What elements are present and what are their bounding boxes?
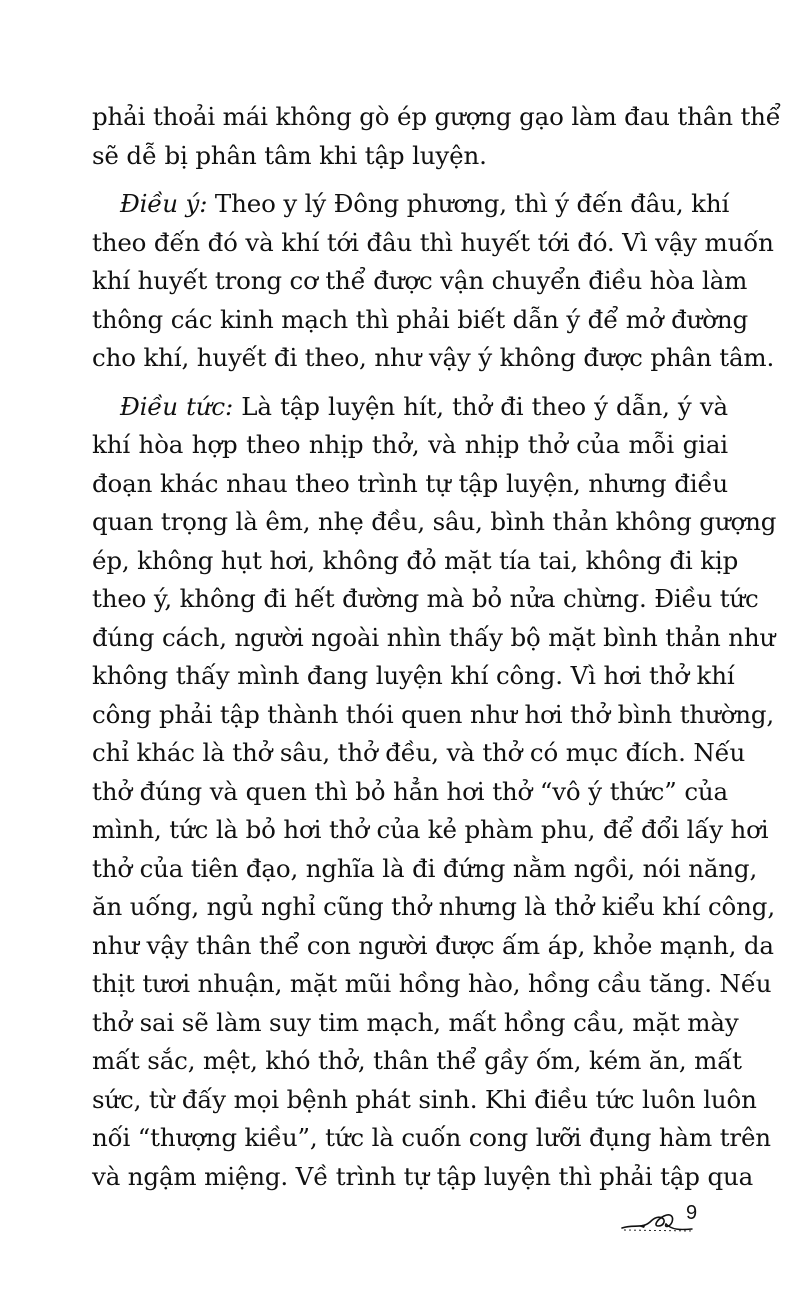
text-line: ăn uống, ngủ nghỉ cũng thở nhưng là thở kiểu khí công, (92, 892, 775, 921)
text-line: khí hòa hợp theo nhịp thở, và nhịp thở của mỗi giai (92, 430, 728, 459)
text-line: đoạn khác nhau theo trình tự tập luyện, nhưng điều (92, 468, 728, 498)
text-line: đúng cách, người ngoài nhìn thấy bộ mặt bình thản như (92, 622, 776, 652)
text-line: thở đúng và quen thì bỏ hẳn hơi thở “vô ý thức” của (92, 776, 728, 806)
page-footer (620, 1196, 740, 1246)
page-number: 9 (686, 1202, 698, 1224)
text-line: theo ý, không đi hết đường mà bỏ nửa chừng. Điều tức (92, 584, 759, 613)
text-line-lead (92, 388, 728, 427)
text-line: ép, không hụt hơi, không đỏ mặt tía tai, không đi kịp (92, 545, 739, 575)
text-line: thở sai sẽ làm suy tim mạch, mất hồng cầu, mặt mày (92, 1007, 739, 1037)
text-line-rest: Theo y lý Đông phương, thì ý đến đâu, khí (207, 189, 730, 218)
text-line: theo đến đó và khí tới đâu thì huyết tới đó. Vì vậy muốn (92, 227, 774, 257)
pen-flourish-icon (620, 1204, 694, 1234)
text-line: không thấy mình đang luyện khí công. Vì hơi thở khí (92, 661, 735, 690)
text-line: công phải tập thành thói quen như hơi thở bình thường, (92, 699, 775, 729)
text-line: chỉ khác là thở sâu, thở đều, và thở có mục đích. Nếu (92, 738, 746, 767)
text-line-rest: Là tập luyện hít, thở đi theo ý dẫn, ý và (233, 391, 728, 421)
paragraph-dieu-y (92, 185, 775, 378)
text-line-lead (92, 185, 728, 224)
text-line: phải thoải mái không gò ép gượng gạo làm đau thân thể (92, 102, 781, 131)
text-line: thở của tiên đạo, nghĩa là đi đứng nằm ngồi, nói năng, (92, 853, 758, 883)
paragraph-dieu-tuc (92, 388, 777, 1197)
text-line: thịt tươi nhuận, mặt mũi hồng hào, hồng cầu tăng. Nếu (92, 969, 772, 998)
paragraph-lead-term: Điều tức: (120, 391, 234, 421)
paragraph-lead-term: Điều ý: (120, 189, 208, 218)
text-line: quan trọng là êm, nhẹ đều, sâu, bình thản không gượng (92, 507, 777, 536)
paragraph-continuation (92, 98, 781, 175)
text-line: nối “thượng kiều”, tức là cuốn cong lưỡi đụng hàm trên (92, 1123, 771, 1152)
book-page-body (92, 98, 781, 1196)
text-line: thông các kinh mạch thì phải biết dẫn ý để mở đường (92, 304, 749, 334)
text-line: mình, tức là bỏ hơi thở của kẻ phàm phu, để đổi lấy hơi (92, 815, 769, 844)
text-line: sẽ dễ bị phân tâm khi tập luyện. (92, 140, 487, 170)
text-line: mất sắc, mệt, khó thở, thân thể gầy ốm, kém ăn, mất (92, 1046, 742, 1075)
text-line: sức, từ đấy mọi bệnh phát sinh. Khi điều tức luôn luôn (92, 1084, 757, 1114)
text-line: như vậy thân thể con người được ấm áp, khỏe mạnh, da (92, 930, 774, 960)
text-line: khí huyết trong cơ thể được vận chuyển điều hòa làm (92, 266, 748, 295)
text-line: cho khí, huyết đi theo, như vậy ý không được phân tâm. (92, 343, 775, 372)
text-line: và ngậm miệng. Về trình tự tập luyện thì phải tập qua (92, 1161, 754, 1191)
